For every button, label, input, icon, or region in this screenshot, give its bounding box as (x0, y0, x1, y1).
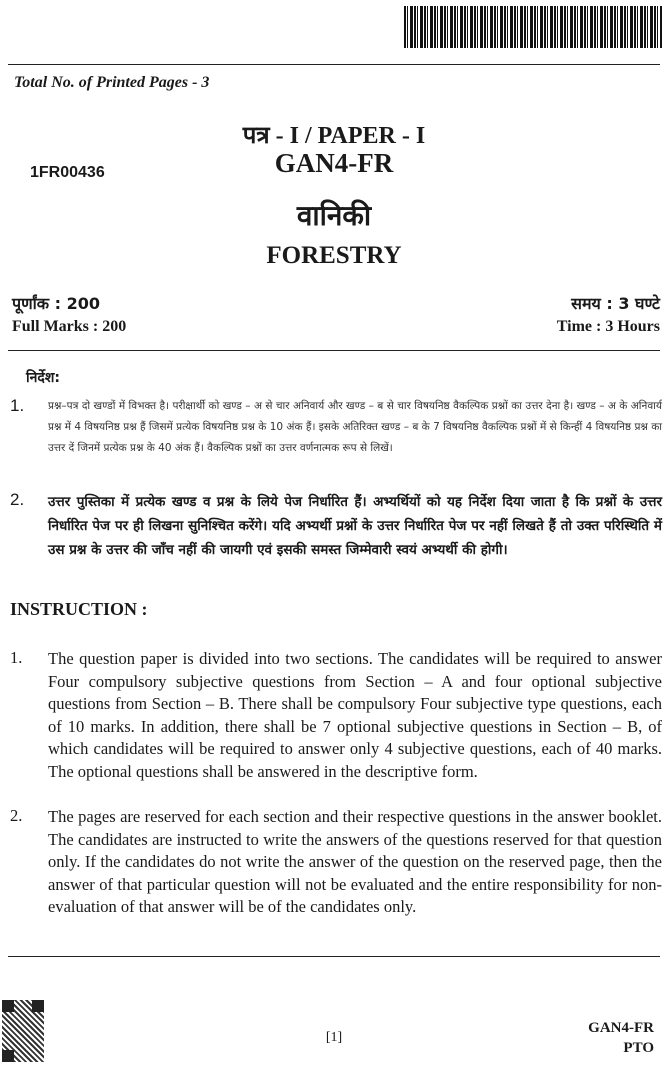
time-hindi: समय : 3 घण्टे (571, 294, 660, 313)
subject-hindi: वानिकी (296, 199, 372, 232)
item-text: उत्तर पुस्तिका में प्रत्येक खण्ड व प्रश्न के लिये पेज निर्धारित हैं। अभ्यर्थियों को यह निर्देश दिया जाता है कि प्रश्नों के उत्तर निर्धारित पेज पर ही लिखना सुनिश्चित करेंगे। यदि अभ्यर्थी प्रश्नों के उत्तर निर्धारित पेज पर नहीं लिखते हैं तो उक्त परिस्थिति में उस प्रश्न के उत्तर की जाँच नहीं की जायगी एवं इसकी समस्त जिम्मेवारी स्वयं अभ्यर्थी की होगी। (48, 494, 662, 558)
paper-code: 1FR00436 (30, 164, 105, 181)
bottom-rule (8, 956, 660, 957)
total-pages-label: Total No. of Printed Pages - 3 (14, 74, 210, 91)
full-marks-english: Full Marks : 200 (12, 318, 127, 335)
marks-rule (8, 350, 660, 351)
top-rule (8, 64, 660, 65)
item-text: The question paper is divided into two sections. The candidates will be required to answer Four compulsory subjective questions from Section – A and four optional subjective questions from Section – B. There shall be compulsory Four subjective type questions, each of 10 marks. In addition, there shall be 7 optional subjective questions in Section – B, of which candidates will be required to answer only 4 subjective questions, each of 40 marks. The optional questions shall be answered in the descriptive form. (48, 649, 662, 781)
instruction-item-english-1 (10, 648, 662, 783)
time-english: Time : 3 Hours (556, 318, 660, 335)
footer-exam-code: GAN4-FR (588, 1020, 654, 1036)
page-number: [1] (325, 1030, 343, 1045)
instruction-item-english-2 (10, 806, 662, 919)
subject-english: FORESTRY (266, 242, 402, 269)
footer-pto: PTO (623, 1040, 654, 1056)
item-text: The pages are reserved for each section and their respective questions in the answer booklet. The candidates are instructed to write the answers of the questions reserved for that question only. If the candidates do not write the answer of the question on the reserved page, then the answer of that particular question will not be evaluated and the entire responsibility for non-evaluation of that answer will be of the candidates only. (48, 807, 662, 916)
paper-title: पत्र - I / PAPER - I (242, 123, 426, 149)
item-number: 1. (10, 396, 25, 415)
instructions-heading-english: INSTRUCTION : (10, 599, 148, 619)
instruction-item-hindi-1 (10, 396, 662, 459)
item-number: 2. (10, 490, 25, 509)
exam-code: GAN4-FR (274, 148, 394, 178)
instructions-heading-hindi: निर्देश: (26, 370, 60, 386)
full-marks-hindi: पूर्णांक : 200 (12, 294, 101, 313)
item-number: 1. (10, 648, 23, 667)
item-text: प्रश्न–पत्र दो खण्डों में विभक्त है। परीक्षार्थी को खण्ड – अ से चार अनिवार्य और खण्ड – ब से चार विषयनिष्ठ वैकल्पिक प्रश्नों का उत्तर देना है। खण्ड – अ के अनिवार्य प्रश्न में 4 विषयनिष्ठ प्रश्न हैं जिसमें प्रत्येक विषयनिष्ठ प्रश्न के 10 अंक हैं। इसके अतिरिक्त खण्ड – ब के 7 विषयनिष्ठ वैकल्पिक प्रश्नों में से किन्हीं 4 विषयनिष्ठ प्रश्न का उत्तर दें जिनमें प्रत्येक प्रश्न के 40 अंक हैं। वैकल्पिक प्रश्नों का उत्तर वर्णनात्मक रूप से लिखें। (48, 400, 662, 454)
barcode (404, 6, 662, 48)
instruction-item-hindi-2 (10, 490, 662, 562)
item-number: 2. (10, 806, 23, 825)
